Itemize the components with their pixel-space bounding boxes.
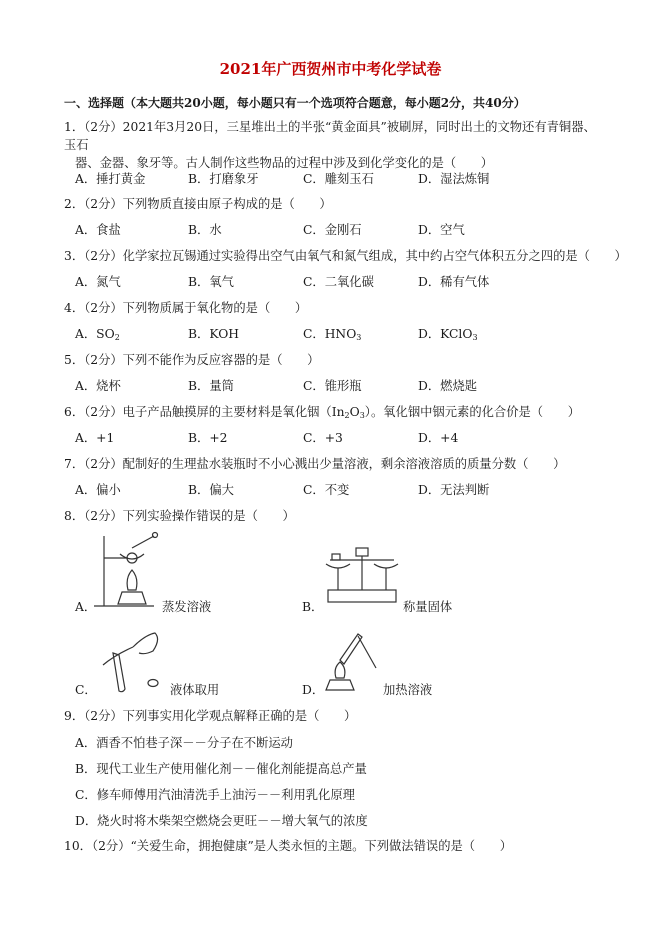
option-a: A．捶打黄金: [75, 172, 146, 186]
option-d-label: 加热溶液: [383, 683, 433, 697]
option-c: C．不变: [303, 483, 350, 497]
question-2: 2．（2分）下列物质直接由原子构成的是（ ）: [64, 197, 332, 211]
page-title: 2021年广西贺州市中考化学试卷: [219, 60, 442, 78]
option-c: C．金刚石: [303, 223, 362, 237]
balance-scale-illustration: [322, 542, 402, 608]
option-c: C．二氧化碳: [303, 275, 374, 289]
option-b: B．水: [188, 223, 222, 237]
option-c: C．$HNO_3$: [303, 327, 362, 342]
option-a-letter: A．: [75, 600, 97, 614]
option-d: D．+4: [418, 431, 459, 445]
question-7: 7．（2分）配制好的生理盐水装瓶时不小心溅出少量溶液，剩余溶液溶质的质量分数（ ）: [64, 457, 566, 471]
option-d: D．烧火时将木柴架空燃烧会更旺－－增大氧气的浓度: [75, 814, 368, 828]
option-d: D．湿法炼铜: [418, 172, 490, 186]
option-c: C．修车师傅用汽油清洗手上油污－－利用乳化原理: [75, 788, 355, 802]
option-c: C．锥形瓶: [303, 379, 362, 393]
option-d-letter: D．: [302, 683, 325, 697]
evaporation-apparatus-illustration: [92, 530, 164, 610]
option-d: D．KClO$_3$: [418, 327, 478, 342]
option-a: A．+1: [75, 431, 115, 445]
option-d: D．空气: [418, 223, 465, 237]
option-a: A．$SO_2$: [75, 327, 120, 342]
question-1: [64, 118, 604, 172]
question-1-line2: 器、金器、象牙等。古人制作这些物品的过程中涉及到化学变化的是（ ）: [75, 156, 494, 170]
option-b-letter: B．: [302, 600, 324, 614]
option-a: A．食盐: [75, 223, 121, 237]
option-b: B．打磨象牙: [188, 172, 259, 186]
option-c: C．+3: [303, 431, 343, 445]
option-b: B．偏大: [188, 483, 234, 497]
option-a: A．偏小: [75, 483, 121, 497]
question-6: 6．（2分）电子产品触摸屏的主要材料是氧化铟$(In_2O_3)$。氧化铟中铟元素的化合价是（ ）: [64, 405, 580, 420]
option-c-label: 液体取用: [170, 683, 220, 697]
question-10: 10．（2分）“关爱生命，拥抱健康”是人类永恒的主题。下列做法错误的是（ ）: [64, 839, 512, 853]
option-b: B．+2: [188, 431, 228, 445]
option-b: B．量筒: [188, 379, 234, 393]
option-a: A．氮气: [75, 275, 121, 289]
option-b: B．现代工业生产使用催化剂－－催化剂能提高总产量: [75, 762, 367, 776]
option-a: A．酒香不怕巷子深－－分子在不断运动: [75, 736, 293, 750]
question-5: 5．（2分）下列不能作为反应容器的是（ ）: [64, 353, 320, 367]
option-a: A．烧杯: [75, 379, 121, 393]
heating-tube-illustration: [322, 628, 382, 694]
option-d: D．燃烧匙: [418, 379, 478, 393]
question-9: 9．（2分）下列事实用化学观点解释正确的是（ ）: [64, 709, 357, 723]
section-heading: 一、选择题（本大题共20小题，每小题只有一个选项符合题意，每小题2分，共40分）: [64, 96, 526, 110]
question-1-line1: 1．（2分）2021年3月20日，三星堆出土的半张“黄金面具”被刷屏，同时出土的文物还有青铜器、玉石: [64, 120, 596, 152]
question-3: 3．（2分）化学家拉瓦锡通过实验得出空气由氧气和氮气组成，其中约占空气体积五分之四的是（ ）: [64, 249, 627, 263]
question-8: 8．（2分）下列实验操作错误的是（ ）: [64, 509, 295, 523]
option-c-letter: C．: [75, 683, 97, 697]
option-b: B．氧气: [188, 275, 234, 289]
option-b-label: 称量固体: [403, 600, 453, 614]
option-d: D．无法判断: [418, 483, 490, 497]
liquid-pouring-illustration: [95, 625, 167, 693]
question-4: 4．（2分）下列物质属于氧化物的是（ ）: [64, 301, 308, 315]
option-b: B．KOH: [188, 327, 239, 341]
option-a-label: 蒸发溶液: [162, 600, 212, 614]
option-d: D．稀有气体: [418, 275, 490, 289]
option-c: C．雕刻玉石: [303, 172, 374, 186]
